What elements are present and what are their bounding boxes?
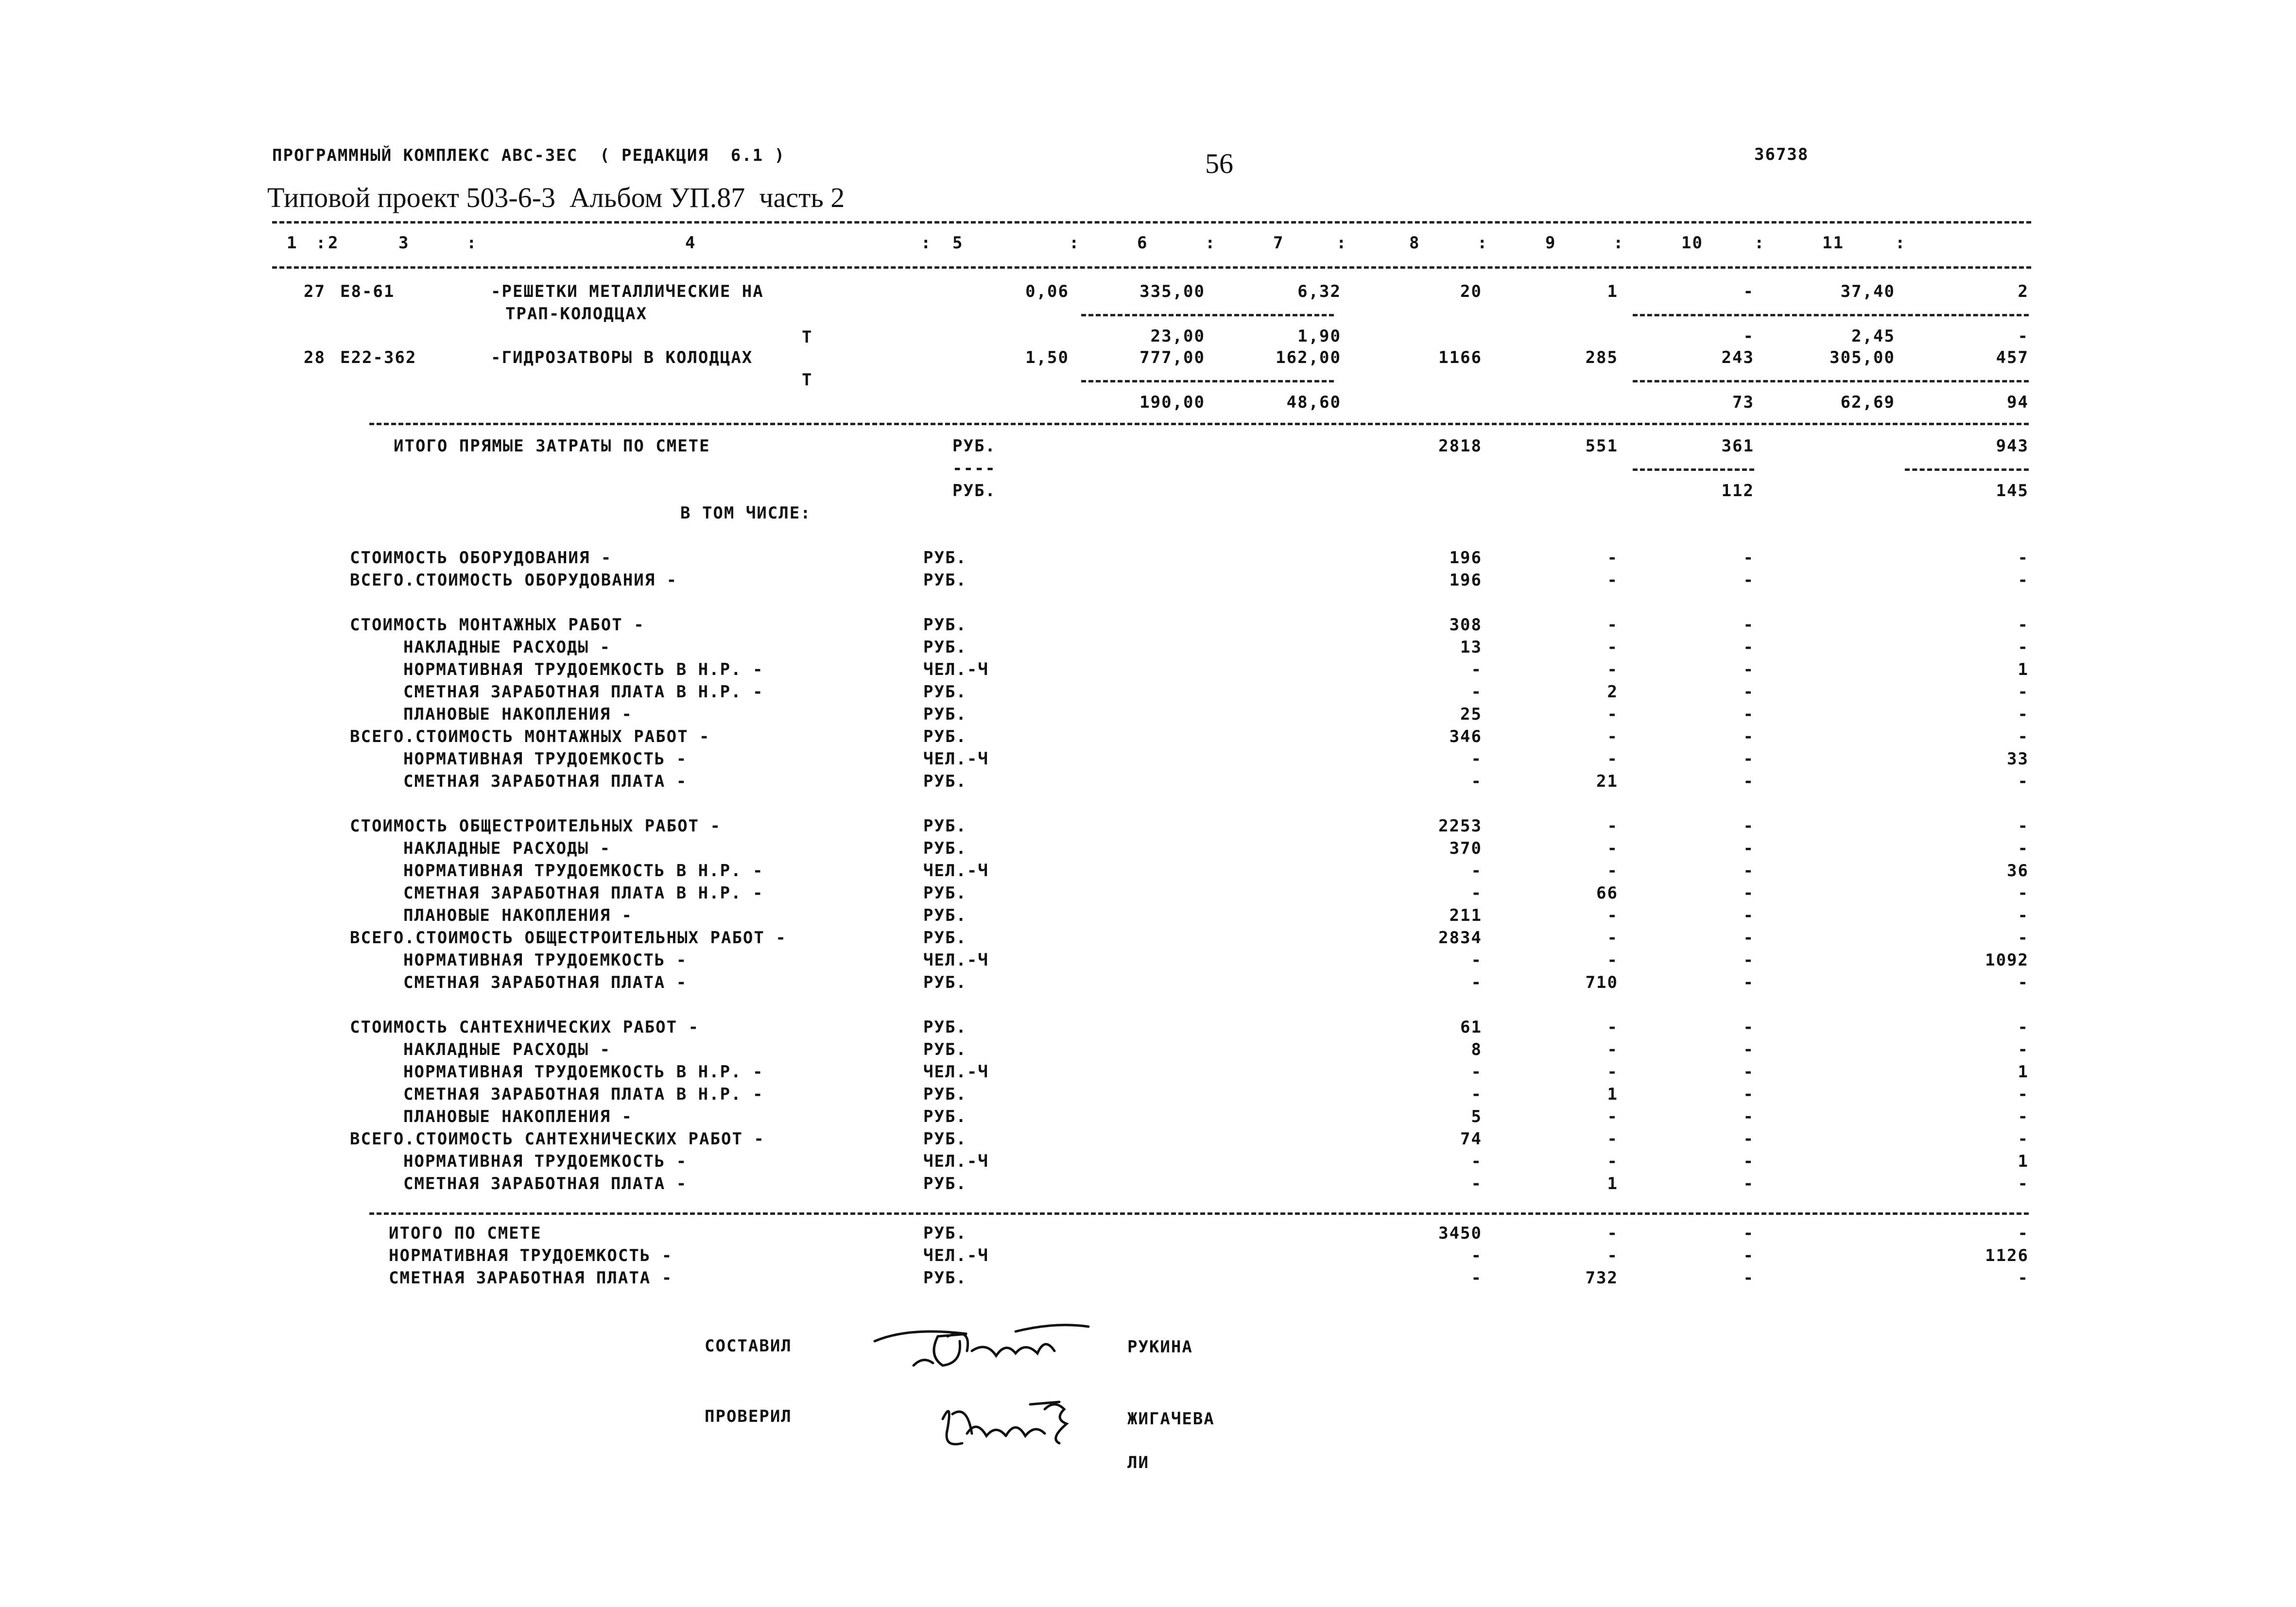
divider — [1081, 314, 1334, 316]
divider — [272, 221, 2031, 224]
line-c7: 74 — [1460, 1129, 1482, 1149]
doc-number: 36738 — [1754, 145, 1809, 164]
line-c7: - — [1471, 1268, 1482, 1288]
compiled-label: СОСТАВИЛ — [705, 1336, 792, 1356]
line-label: СМЕТНАЯ ЗАРАБОТНАЯ ПЛАТА - — [403, 973, 688, 992]
cell-c9: - — [1743, 282, 1754, 301]
line-c8: - — [1607, 1040, 1618, 1059]
line-c8: - — [1607, 1129, 1618, 1149]
cell-c10: 37,40 — [1840, 282, 1895, 301]
line-c7: - — [1471, 1174, 1482, 1193]
line-c11: 1 — [2018, 1062, 2029, 1082]
line-c9: - — [1743, 928, 1754, 948]
column-separator: : — [1205, 233, 1216, 253]
line-c11: - — [2018, 1107, 2029, 1126]
compiled-name: РУКИНА — [1127, 1337, 1193, 1357]
line-c7: 370 — [1449, 839, 1482, 858]
line-label: СТОИМОСТЬ ОБЩЕСТРОИТЕЛЬНЫХ РАБОТ - — [350, 816, 721, 836]
direct-c8: 551 — [1585, 436, 1618, 456]
line-unit: РУБ. — [923, 615, 967, 635]
line-c7: 61 — [1460, 1018, 1482, 1037]
line-label: НОРМАТИВНАЯ ТРУДОЕМКОСТЬ - — [403, 950, 688, 970]
compiled-signature — [870, 1307, 1093, 1380]
line-unit: РУБ. — [923, 973, 967, 992]
line-label: ВСЕГО.СТОИМОСТЬ МОНТАЖНЫХ РАБОТ - — [350, 727, 710, 746]
cell-c6b: 48,60 — [1286, 393, 1341, 412]
line-c9: - — [1743, 749, 1754, 769]
cell-c9: 243 — [1721, 348, 1754, 367]
column-separator: : — [466, 233, 478, 253]
cell-c6: 162,00 — [1276, 348, 1341, 367]
line-unit: РУБ. — [923, 1085, 967, 1104]
line-c11: - — [2018, 638, 2029, 657]
row-unit: Т — [802, 370, 813, 390]
line-c9: - — [1743, 660, 1754, 679]
cell-c9b: 73 — [1732, 393, 1754, 412]
column-separator: : — [1069, 233, 1080, 253]
row-code: Е8-61 — [340, 282, 395, 301]
cell-c10: 305,00 — [1830, 348, 1895, 367]
line-c9: - — [1743, 570, 1754, 590]
cell-c6: 6,32 — [1297, 282, 1341, 301]
line-unit: ЧЕЛ.-Ч — [923, 1246, 989, 1265]
line-c7: 211 — [1449, 906, 1482, 925]
line-label: СМЕТНАЯ ЗАРАБОТНАЯ ПЛАТА В Н.Р. - — [403, 883, 764, 903]
line-c8: - — [1607, 727, 1618, 746]
column-header-3: 3 — [398, 233, 410, 253]
direct-c11: 943 — [1996, 436, 2029, 456]
line-c11: - — [2018, 682, 2029, 702]
line-c9: - — [1743, 1040, 1754, 1059]
divider — [369, 423, 2029, 425]
line-c11: - — [2018, 973, 2029, 992]
line-c9: - — [1743, 839, 1754, 858]
line-c11: - — [2018, 1040, 2029, 1059]
line-label: СТОИМОСТЬ МОНТАЖНЫХ РАБОТ - — [350, 615, 645, 635]
line-c11: - — [2018, 1018, 2029, 1037]
line-unit: РУБ. — [923, 638, 967, 657]
line-unit: ЧЕЛ.-Ч — [923, 1152, 989, 1171]
cell-c7: 20 — [1460, 282, 1482, 301]
line-c7: 25 — [1460, 705, 1482, 724]
line-c11: - — [2018, 928, 2029, 948]
line-unit: РУБ. — [923, 1268, 967, 1288]
line-label: СТОИМОСТЬ САНТЕХНИЧЕСКИХ РАБОТ - — [350, 1018, 700, 1037]
cell-c10b: 62,69 — [1840, 393, 1895, 412]
line-c8: 732 — [1585, 1268, 1618, 1288]
line-label: ИТОГО ПО СМЕТЕ — [389, 1224, 542, 1243]
line-c7: - — [1471, 861, 1482, 881]
line-c8: - — [1607, 1152, 1618, 1171]
line-c9: - — [1743, 1107, 1754, 1126]
line-c8: - — [1607, 615, 1618, 635]
line-c11: - — [2018, 548, 2029, 568]
line-c8: 1 — [1607, 1085, 1618, 1104]
line-c11: - — [2018, 1268, 2029, 1288]
line-label: НАКЛАДНЫЕ РАСХОДЫ - — [403, 1040, 611, 1059]
line-c11: - — [2018, 772, 2029, 791]
divider — [1633, 314, 2029, 316]
line-c7: - — [1471, 749, 1482, 769]
line-c8: 66 — [1596, 883, 1618, 903]
cell-c8: 1 — [1607, 282, 1618, 301]
line-c7: 2834 — [1438, 928, 1482, 948]
line-c9: - — [1743, 548, 1754, 568]
line-c11: - — [2018, 727, 2029, 746]
line-unit: РУБ. — [923, 570, 967, 590]
line-c8: - — [1607, 928, 1618, 948]
line-c7: - — [1471, 1085, 1482, 1104]
divider — [1081, 380, 1334, 382]
line-c8: - — [1607, 660, 1618, 679]
row-name-cont: ТРАП-КОЛОДЦАХ — [505, 304, 648, 324]
line-c8: - — [1607, 749, 1618, 769]
line-c7: 196 — [1449, 570, 1482, 590]
column-header-1: 1 — [287, 233, 298, 253]
column-header-7: 7 — [1273, 233, 1284, 253]
line-c7: - — [1471, 1152, 1482, 1171]
row-number: 27 — [304, 282, 326, 301]
line-c7: 8 — [1471, 1040, 1482, 1059]
line-c7: 308 — [1449, 615, 1482, 635]
checked-label: ПРОВЕРИЛ — [705, 1407, 792, 1426]
line-c11: 1092 — [1985, 950, 2029, 970]
line-c9: - — [1743, 1085, 1754, 1104]
cell-c11b: - — [2018, 327, 2029, 346]
project-title: Типовой проект 503-6-3 Альбом УП.87 часть 2 — [267, 182, 845, 213]
line-c8: - — [1607, 816, 1618, 836]
line-c8: - — [1607, 906, 1618, 925]
line-c7: - — [1471, 682, 1482, 702]
line-c9: - — [1743, 950, 1754, 970]
line-c7: - — [1471, 1246, 1482, 1265]
line-c8: - — [1607, 570, 1618, 590]
line-c11: 36 — [2007, 861, 2029, 881]
line-c9: - — [1743, 682, 1754, 702]
column-header-6: 6 — [1137, 233, 1148, 253]
cell-c11: 457 — [1996, 348, 2029, 367]
line-c8: 21 — [1596, 772, 1618, 791]
line-c8: - — [1607, 1246, 1618, 1265]
line-c7: - — [1471, 883, 1482, 903]
line-c11: - — [2018, 839, 2029, 858]
line-label: ПЛАНОВЫЕ НАКОПЛЕНИЯ - — [403, 705, 633, 724]
line-c8: 710 — [1585, 973, 1618, 992]
line-c9: - — [1743, 772, 1754, 791]
column-separator: : — [316, 233, 327, 253]
line-unit: РУБ. — [923, 1107, 967, 1126]
cell-c6b: 1,90 — [1297, 327, 1341, 346]
column-separator: : — [1895, 233, 1906, 253]
direct-c9b: 112 — [1721, 481, 1754, 501]
line-c7: - — [1471, 950, 1482, 970]
line-unit: РУБ. — [923, 906, 967, 925]
cell-c11b: 94 — [2007, 393, 2029, 412]
line-c7: 196 — [1449, 548, 1482, 568]
line-c11: - — [2018, 570, 2029, 590]
line-unit: РУБ. — [923, 727, 967, 746]
column-header-10: 10 — [1681, 233, 1703, 253]
line-c11: 1126 — [1985, 1246, 2029, 1265]
line-unit: РУБ. — [923, 883, 967, 903]
line-unit: РУБ. — [923, 839, 967, 858]
line-c8: - — [1607, 950, 1618, 970]
divider — [272, 266, 2031, 269]
row-code: Е22-362 — [340, 348, 417, 367]
line-c9: - — [1743, 705, 1754, 724]
line-c8: - — [1607, 839, 1618, 858]
line-c9: - — [1743, 615, 1754, 635]
line-c11: 1 — [2018, 1152, 2029, 1171]
line-label: СМЕТНАЯ ЗАРАБОТНАЯ ПЛАТА - — [403, 772, 688, 791]
line-label: НОРМАТИВНАЯ ТРУДОЕМКОСТЬ В Н.Р. - — [403, 1062, 764, 1082]
line-c11: - — [2018, 1129, 2029, 1149]
line-c11: - — [2018, 1224, 2029, 1243]
line-unit: РУБ. — [923, 1129, 967, 1149]
line-c8: 1 — [1607, 1174, 1618, 1193]
line-c11: - — [2018, 1085, 2029, 1104]
line-label: НОРМАТИВНАЯ ТРУДОЕМКОСТЬ В Н.Р. - — [403, 861, 764, 881]
line-unit: РУБ. — [923, 816, 967, 836]
line-c11: - — [2018, 705, 2029, 724]
direct-unit: РУБ. — [952, 436, 996, 456]
column-separator: : — [1754, 233, 1765, 253]
line-unit: РУБ. — [923, 1018, 967, 1037]
divider — [1633, 380, 2029, 382]
divider — [1633, 468, 1754, 471]
line-c8: - — [1607, 1018, 1618, 1037]
line-c9: - — [1743, 1152, 1754, 1171]
line-c7: 13 — [1460, 638, 1482, 657]
line-c9: - — [1743, 1129, 1754, 1149]
column-header-8: 8 — [1409, 233, 1420, 253]
row-number: 28 — [304, 348, 326, 367]
line-unit: РУБ. — [923, 928, 967, 948]
line-c8: - — [1607, 548, 1618, 568]
line-label: НОРМАТИВНАЯ ТРУДОЕМКОСТЬ - — [403, 1152, 688, 1171]
line-c11: 33 — [2007, 749, 2029, 769]
direct-unit-dash: ---- — [952, 459, 996, 478]
line-label: НОРМАТИВНАЯ ТРУДОЕМКОСТЬ - — [389, 1246, 673, 1265]
line-label: ВСЕГО.СТОИМОСТЬ ОБОРУДОВАНИЯ - — [350, 570, 678, 590]
line-unit: РУБ. — [923, 772, 967, 791]
line-c8: - — [1607, 1224, 1618, 1243]
column-separator: : — [1477, 233, 1488, 253]
line-c9: - — [1743, 883, 1754, 903]
line-c11: - — [2018, 883, 2029, 903]
row-unit: Т — [802, 328, 813, 347]
line-c9: - — [1743, 1018, 1754, 1037]
row-name: -ГИДРОЗАТВОРЫ В КОЛОДЦАХ — [491, 348, 753, 367]
cell-c9b: - — [1743, 327, 1754, 346]
line-label: ВСЕГО.СТОИМОСТЬ САНТЕХНИЧЕСКИХ РАБОТ - — [350, 1129, 765, 1149]
divider — [369, 1212, 2029, 1215]
line-unit: РУБ. — [923, 705, 967, 724]
line-c9: - — [1743, 973, 1754, 992]
line-label: СМЕТНАЯ ЗАРАБОТНАЯ ПЛАТА - — [389, 1268, 673, 1288]
line-label: ВСЕГО.СТОИМОСТЬ ОБЩЕСТРОИТЕЛЬНЫХ РАБОТ - — [350, 928, 787, 948]
line-unit: ЧЕЛ.-Ч — [923, 749, 989, 769]
line-c9: - — [1743, 727, 1754, 746]
cell-c5b: 190,00 — [1139, 393, 1205, 412]
column-separator: : — [921, 233, 932, 253]
column-header-2: 2 — [328, 233, 339, 253]
column-header-11: 11 — [1822, 233, 1844, 253]
column-header-9: 9 — [1545, 233, 1556, 253]
line-c7: - — [1471, 1062, 1482, 1082]
column-separator: : — [1613, 233, 1624, 253]
line-c8: - — [1607, 1062, 1618, 1082]
line-label: НОРМАТИВНАЯ ТРУДОЕМКОСТЬ В Н.Р. - — [403, 660, 764, 679]
line-unit: РУБ. — [923, 682, 967, 702]
line-c8: - — [1607, 1107, 1618, 1126]
program-header: ПРОГРАММНЫЙ КОМПЛЕКС АВС-3ЕС ( РЕДАКЦИЯ 6.1 ) — [272, 146, 786, 165]
line-c9: - — [1743, 861, 1754, 881]
row-name: -РЕШЕТКИ МЕТАЛЛИЧЕСКИЕ НА — [491, 282, 764, 301]
row-qty: 0,06 — [1025, 282, 1069, 301]
line-label: НОРМАТИВНАЯ ТРУДОЕМКОСТЬ - — [403, 749, 688, 769]
column-header-5: 5 — [952, 233, 964, 253]
line-unit: РУБ. — [923, 1040, 967, 1059]
line-c11: - — [2018, 615, 2029, 635]
direct-c7: 2818 — [1438, 436, 1482, 456]
line-c8: - — [1607, 638, 1618, 657]
page-number: 56 — [1205, 148, 1233, 179]
checked-name: ЖИГАЧЕВА — [1127, 1409, 1215, 1429]
line-label: СМЕТНАЯ ЗАРАБОТНАЯ ПЛАТА В Н.Р. - — [403, 682, 764, 702]
column-header-4: 4 — [685, 233, 696, 253]
divider — [1905, 468, 2029, 471]
line-c9: - — [1743, 1246, 1754, 1265]
footer-tail: ЛИ — [1127, 1453, 1149, 1472]
line-c8: - — [1607, 861, 1618, 881]
line-c9: - — [1743, 638, 1754, 657]
line-c7: 346 — [1449, 727, 1482, 746]
line-label: ПЛАНОВЫЕ НАКОПЛЕНИЯ - — [403, 1107, 633, 1126]
line-c7: 5 — [1471, 1107, 1482, 1126]
line-c9: - — [1743, 1062, 1754, 1082]
line-c9: - — [1743, 1224, 1754, 1243]
line-c7: 2253 — [1438, 816, 1482, 836]
including-label: В ТОМ ЧИСЛЕ: — [680, 503, 811, 523]
line-unit: ЧЕЛ.-Ч — [923, 660, 989, 679]
line-label: СМЕТНАЯ ЗАРАБОТНАЯ ПЛАТА В Н.Р. - — [403, 1085, 764, 1104]
line-unit: РУБ. — [923, 1224, 967, 1243]
line-label: НАКЛАДНЫЕ РАСХОДЫ - — [403, 839, 611, 858]
direct-c11b: 145 — [1996, 481, 2029, 501]
checked-signature — [933, 1390, 1088, 1458]
direct-label: ИТОГО ПРЯМЫЕ ЗАТРАТЫ ПО СМЕТЕ — [394, 436, 710, 456]
line-c11: 1 — [2018, 660, 2029, 679]
line-label: СМЕТНАЯ ЗАРАБОТНАЯ ПЛАТА - — [403, 1174, 688, 1193]
line-unit: ЧЕЛ.-Ч — [923, 1062, 989, 1082]
line-c7: - — [1471, 660, 1482, 679]
line-c11: - — [2018, 906, 2029, 925]
line-c7: - — [1471, 772, 1482, 791]
line-c9: - — [1743, 906, 1754, 925]
line-c9: - — [1743, 816, 1754, 836]
row-qty: 1,50 — [1025, 348, 1069, 367]
line-c9: - — [1743, 1268, 1754, 1288]
line-c7: - — [1471, 973, 1482, 992]
line-unit: РУБ. — [923, 548, 967, 568]
line-c11: - — [2018, 1174, 2029, 1193]
line-label: СТОИМОСТЬ ОБОРУДОВАНИЯ - — [350, 548, 612, 568]
cell-c5: 335,00 — [1139, 282, 1205, 301]
line-c8: 2 — [1607, 682, 1618, 702]
cell-c5b: 23,00 — [1150, 327, 1205, 346]
cell-c7: 1166 — [1438, 348, 1482, 367]
line-label: НАКЛАДНЫЕ РАСХОДЫ - — [403, 638, 611, 657]
line-c8: - — [1607, 705, 1618, 724]
cell-c10b: 2,45 — [1851, 327, 1895, 346]
direct-c9: 361 — [1721, 436, 1754, 456]
line-c9: - — [1743, 1174, 1754, 1193]
line-c11: - — [2018, 816, 2029, 836]
line-unit: ЧЕЛ.-Ч — [923, 861, 989, 881]
cell-c11: 2 — [2018, 282, 2029, 301]
line-label: ПЛАНОВЫЕ НАКОПЛЕНИЯ - — [403, 906, 633, 925]
line-unit: РУБ. — [923, 1174, 967, 1193]
column-separator: : — [1336, 233, 1347, 253]
cell-c5: 777,00 — [1139, 348, 1205, 367]
cell-c8: 285 — [1585, 348, 1618, 367]
line-c7: 3450 — [1438, 1224, 1482, 1243]
line-unit: ЧЕЛ.-Ч — [923, 950, 989, 970]
direct-unit-2: РУБ. — [952, 481, 996, 501]
